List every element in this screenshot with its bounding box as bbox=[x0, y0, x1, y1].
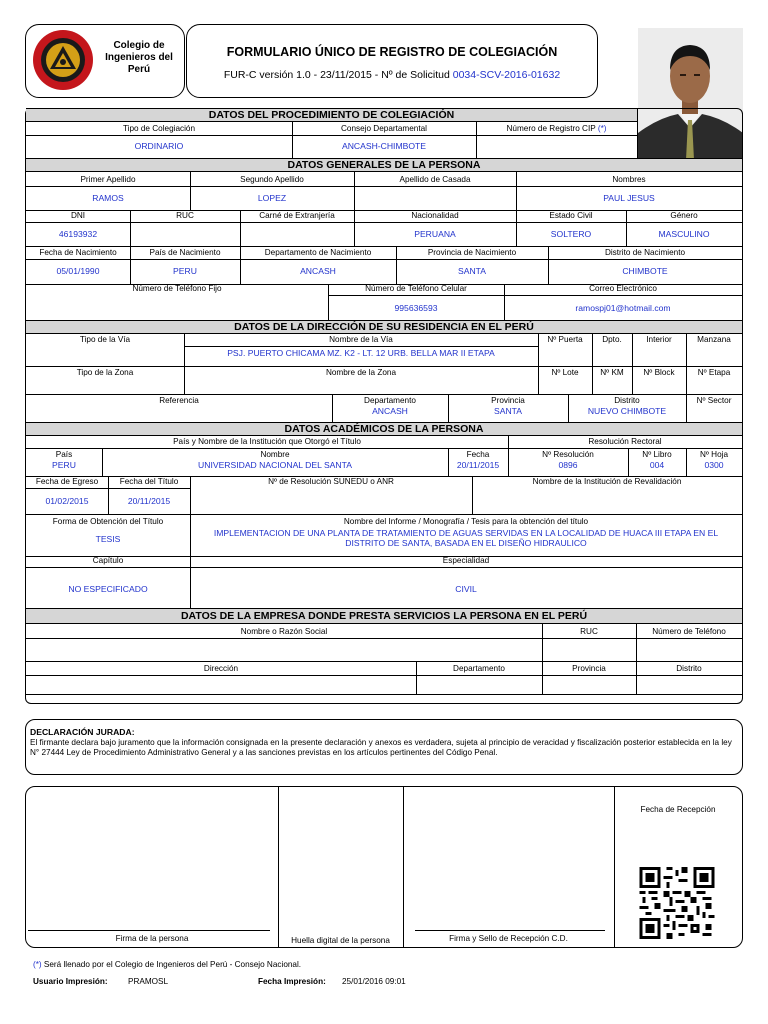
label-company-ruc: RUC bbox=[580, 627, 598, 636]
birth-province-value: SANTA bbox=[457, 266, 486, 276]
label-address-province: Provincia bbox=[491, 396, 525, 405]
section-academic: DATOS ACADÉMICOS DE LA PERSONA bbox=[26, 422, 742, 436]
org-name: Colegio de Ingenieros del Perú bbox=[105, 40, 173, 75]
label-title-date: Fecha del Título bbox=[119, 477, 179, 486]
label-resolution-group: Resolución Rectoral bbox=[588, 437, 662, 446]
label-company-district: Distrito bbox=[676, 664, 702, 673]
label-first-surname: Primer Apellido bbox=[80, 175, 136, 184]
label-apt: Dpto. bbox=[602, 335, 622, 344]
second-surname-value: LOPEZ bbox=[257, 193, 287, 203]
label-reference: Referencia bbox=[159, 396, 199, 405]
specialty-value: CIVIL bbox=[455, 584, 477, 594]
label-km: Nº KM bbox=[600, 368, 624, 377]
collegiation-type-value: ORDINARIO bbox=[134, 141, 184, 151]
label-stage: Nº Etapa bbox=[697, 368, 731, 377]
label-specialty: Especialidad bbox=[442, 556, 490, 565]
label-company-phone: Número de Teléfono bbox=[652, 627, 726, 636]
label-block-no: Nº Block bbox=[643, 368, 675, 377]
print-user-label: Usuario Impresión: bbox=[33, 977, 108, 986]
reception-seal-label: Firma y Sello de Recepción C.D. bbox=[449, 934, 568, 943]
label-page: Nº Hoja bbox=[699, 450, 729, 459]
label-council: Consejo Departamental bbox=[340, 124, 428, 133]
footer-note-star: (*) bbox=[33, 960, 42, 969]
label-graduation-date: Fecha de Egreso bbox=[35, 477, 99, 486]
label-academic-country: País bbox=[55, 450, 73, 459]
names-value: PAUL JESUS bbox=[603, 193, 655, 203]
label-chapter: Capítulo bbox=[92, 556, 124, 565]
label-interior: Interior bbox=[646, 335, 672, 344]
declaration-title: DECLARACIÓN JURADA: bbox=[30, 727, 135, 737]
dni-value: 46193932 bbox=[58, 229, 98, 239]
nationality-value: PERUANA bbox=[414, 229, 456, 239]
label-company-province: Provincia bbox=[572, 664, 606, 673]
email-value: ramospj01@hotmail.com bbox=[575, 303, 671, 313]
label-birth-date: Fecha de Nacimiento bbox=[39, 248, 117, 257]
label-civil-status: Estado Civil bbox=[549, 211, 593, 220]
address-province-value: SANTA bbox=[493, 406, 522, 416]
footer-note-text: Será llenado por el Colegio de Ingenieros del Perú - Consejo Nacional. bbox=[41, 960, 302, 969]
label-sunedu: Nº de Resolución SUNEDU o ANR bbox=[268, 477, 394, 486]
road-name-value: PSJ. PUERTO CHICAMA MZ. K2 - LT. 12 URB. BELLA MAR II ETAPA bbox=[227, 348, 495, 358]
qr-code bbox=[639, 867, 715, 939]
book-value: 004 bbox=[649, 460, 665, 470]
mobile-value: 995636593 bbox=[394, 303, 438, 313]
label-method: Forma de Obtención del Título bbox=[52, 517, 164, 526]
address-department-value: ANCASH bbox=[372, 406, 408, 416]
page-value: 0300 bbox=[704, 460, 724, 470]
declaration-text: El firmante declara bajo juramento que la información consignada en la presente declaración y anexos es verdadera, sujeta al principio de veracidad y fiscalización posterior establecida en la ley N° 27444 Ley de Procedimiento Administrativo General y a las sanciones previstas en los artículos pertinentes del Código Penal. bbox=[30, 738, 732, 757]
section-address: DATOS DE LA DIRECCIÓN DE SU RESIDENCIA EN EL PERÚ bbox=[26, 320, 742, 334]
label-birth-department: Departamento de Nacimiento bbox=[264, 248, 372, 257]
label-birth-district: Distrito de Nacimiento bbox=[604, 248, 686, 257]
label-address-department: Departamento bbox=[364, 396, 416, 405]
label-birth-province: Provincia de Nacimiento bbox=[427, 248, 517, 257]
label-resolution-no: Nº Resolución bbox=[542, 450, 594, 459]
reception-date-label: Fecha de Recepción bbox=[640, 805, 716, 814]
address-district-value: NUEVO CHIMBOTE bbox=[587, 406, 667, 416]
label-married-surname: Apellido de Casada bbox=[399, 175, 471, 184]
method-value: TESIS bbox=[95, 534, 121, 544]
label-dni: DNI bbox=[70, 211, 86, 220]
header-title-box bbox=[186, 24, 598, 98]
label-thesis: Nombre del Informe / Monografía / Tesis para la obtención del título bbox=[343, 517, 589, 526]
thesis-value: IMPLEMENTACION DE UNA PLANTA DE TRATAMIENTO DE AGUAS SERVIDAS EN LA LOCALIDAD DE HUACA III ETAPA EN EL DISTRITO DE SANTA, BASADA EN EL DISEÑO HIDRAULICO bbox=[213, 528, 719, 548]
birth-department-value: ANCASH bbox=[300, 266, 336, 276]
label-email: Correo Electrónico bbox=[589, 284, 657, 293]
academic-date-value: 20/11/2015 bbox=[456, 460, 500, 470]
resolution-no-value: 0896 bbox=[558, 460, 578, 470]
label-ruc: RUC bbox=[176, 211, 194, 220]
birth-country-value: PERU bbox=[173, 266, 197, 276]
cip-number-label-text: Número de Registro CIP bbox=[506, 124, 596, 133]
label-phone: Número de Teléfono Fijo bbox=[132, 284, 222, 293]
fingerprint-label: Huella digital de la persona bbox=[291, 936, 390, 945]
section-general: DATOS GENERALES DE LA PERSONA bbox=[26, 158, 742, 172]
label-mobile: Número de Teléfono Celular bbox=[365, 284, 467, 293]
section-company: DATOS DE LA EMPRESA DONDE PRESTA SERVICIOS LA PERSONA EN EL PERÚ bbox=[26, 608, 742, 624]
chapter-value: NO ESPECIFICADO bbox=[68, 584, 148, 594]
birth-district-value: CHIMBOTE bbox=[622, 266, 668, 276]
label-zone-type: Tipo de la Zona bbox=[76, 368, 134, 377]
label-book: Nº Libro bbox=[642, 450, 672, 459]
print-date-label: Fecha Impresión: bbox=[258, 977, 326, 986]
footer-note bbox=[33, 960, 301, 970]
label-address-district: Distrito bbox=[614, 396, 640, 405]
request-number: 0034-SCV-2016-01632 bbox=[452, 69, 561, 81]
label-company-name: Nombre o Razón Social bbox=[240, 627, 328, 636]
subtitle-prefix: FUR-C versión 1.0 - 23/11/2015 - Nº de Solicitud bbox=[223, 69, 453, 81]
label-collegiation-type: Tipo de Colegiación bbox=[122, 124, 196, 133]
label-sector: Nº Sector bbox=[696, 396, 732, 405]
form-title: FORMULARIO ÚNICO DE REGISTRO DE COLEGIACIÓN bbox=[226, 45, 558, 59]
council-value: ANCASH-CHIMBOTE bbox=[341, 141, 427, 151]
label-academic-name: Nombre bbox=[260, 450, 290, 459]
form-subtitle bbox=[186, 69, 598, 81]
print-user-value: PRAMOSL bbox=[128, 977, 169, 986]
title-date-value: 20/11/2015 bbox=[127, 496, 171, 506]
label-institution-group: País y Nombre de la Institución que Otorgó el Título bbox=[173, 437, 361, 446]
label-gender: Género bbox=[670, 211, 698, 220]
label-door: Nº Puerta bbox=[547, 335, 583, 344]
civil-status-value: SOLTERO bbox=[550, 229, 592, 239]
label-block: Manzana bbox=[697, 335, 731, 344]
label-revalidation: Nombre de la Institución de Revalidación bbox=[532, 477, 682, 486]
label-names: Nombres bbox=[612, 175, 646, 184]
graduation-date-value: 01/02/2015 bbox=[45, 496, 89, 506]
academic-name-value: UNIVERSIDAD NACIONAL DEL SANTA bbox=[198, 460, 352, 470]
label-birth-country: País de Nacimiento bbox=[149, 248, 221, 257]
label-nationality: Nacionalidad bbox=[411, 211, 459, 220]
cip-logo bbox=[32, 29, 94, 91]
label-company-department: Departamento bbox=[453, 664, 505, 673]
label-cip-number bbox=[476, 124, 637, 134]
label-road-type: Tipo de la Vía bbox=[79, 335, 131, 344]
label-lot: Nº Lote bbox=[551, 368, 579, 377]
signature-person-label: Firma de la persona bbox=[115, 934, 189, 943]
first-surname-value: RAMOS bbox=[92, 193, 124, 203]
section-procedure: DATOS DEL PROCEDIMIENTO DE COLEGIACIÓN bbox=[26, 108, 637, 122]
academic-country-value: PERU bbox=[52, 460, 76, 470]
cip-star: (*) bbox=[597, 124, 607, 133]
label-road-name: Nombre de la Vía bbox=[329, 335, 393, 344]
label-academic-date: Fecha bbox=[466, 450, 490, 459]
label-company-address: Dirección bbox=[203, 664, 239, 673]
gender-value: MASCULINO bbox=[658, 229, 710, 239]
birth-date-value: 05/01/1990 bbox=[56, 266, 100, 276]
label-zone-name: Nombre de la Zona bbox=[325, 368, 397, 377]
label-foreign-card: Carné de Extranjería bbox=[259, 211, 335, 220]
label-second-surname: Segundo Apellido bbox=[240, 175, 304, 184]
print-date-value: 25/01/2016 09:01 bbox=[342, 977, 406, 986]
